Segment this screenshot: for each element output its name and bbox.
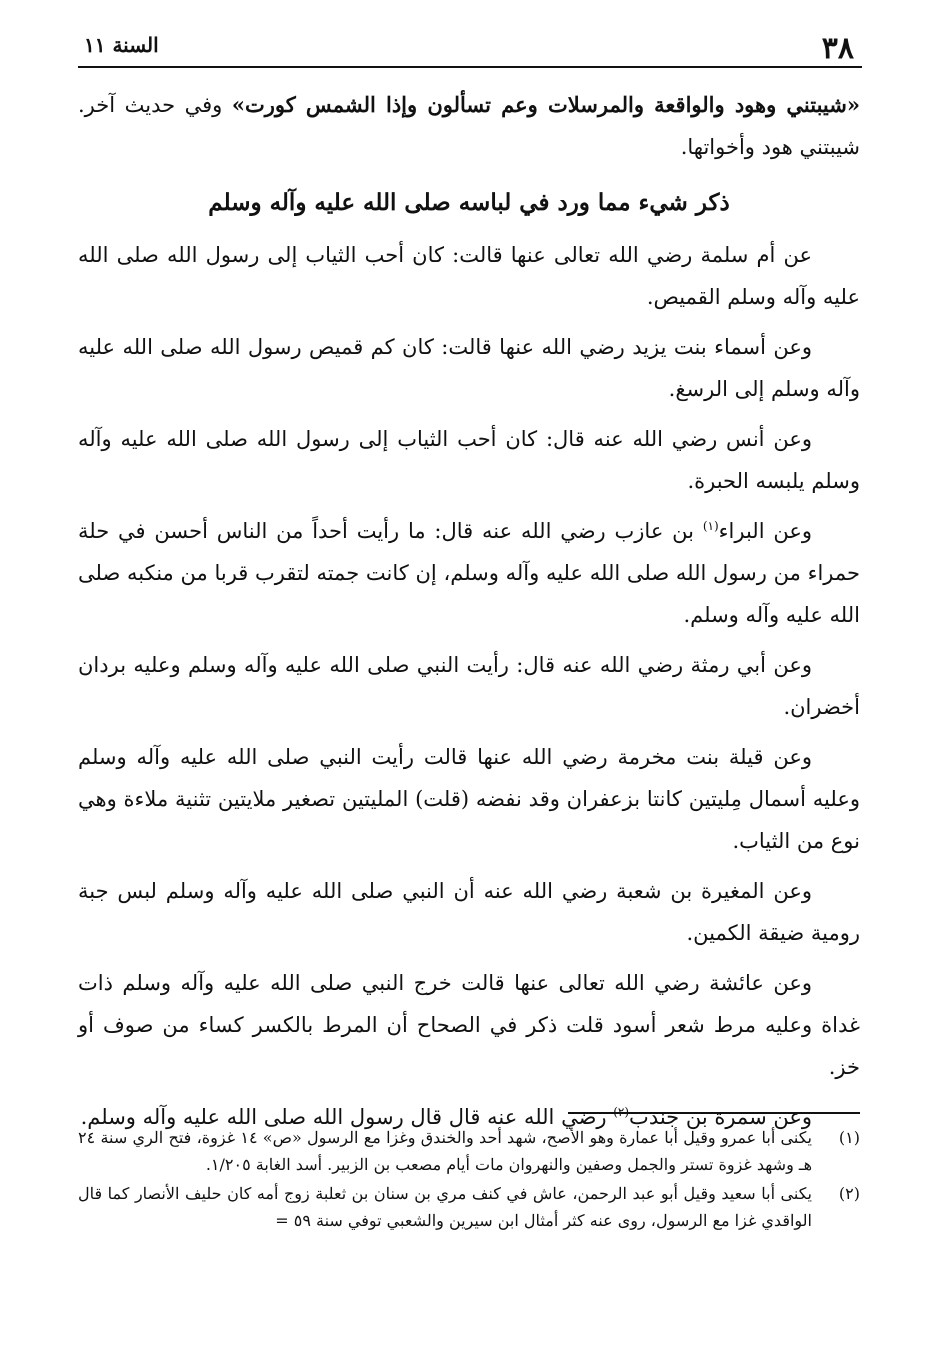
footnote-text: يكنى أبا عمرو وقيل أبا عمارة وهو الأصح، شهد أحد والخندق وغزا مع الرسول «ص» ١٤ غزوة، فتح الري سنة ٢٤ هـ وشهد غزوة تستر والجمل وصفين والنهروان مات أيام مصعب بن الزبير. أسد الغابة ١/٢٠٥. bbox=[78, 1128, 812, 1174]
footnote-rule bbox=[568, 1112, 860, 1114]
footnotes bbox=[78, 1124, 860, 1236]
footnote-ref-1[interactable]: (١) bbox=[702, 519, 719, 533]
footnote-number: (٢) bbox=[838, 1184, 860, 1203]
footnote-text: يكنى أبا سعيد وقيل أبو عبد الرحمن، عاش في كنف مري بن سنان بن ثعلبة زوج أمه كان حليف الأنصار كما قال الواقدي غزا مع الرسول، روى عنه كثر أمثال ابن سيرين والشعبي توفي سنة ٥٩ = bbox=[78, 1184, 812, 1230]
paragraph-samura-end: رضي الله عنه قال قال رسول الله صلى الله عليه وآله وسلم. bbox=[80, 1105, 614, 1129]
paragraph-abi-rimtha: وعن أبي رمثة رضي الله عنه قال: رأيت النبي صلى الله عليه وآله وسلم وعليه بردان أخضران. bbox=[78, 653, 860, 719]
opening-quote: «شيبتني وهود والواقعة والمرسلات وعم تسألون وإذا الشمس كورت» bbox=[231, 92, 860, 117]
paragraph-bara bbox=[78, 510, 860, 636]
footnote-2 bbox=[78, 1180, 860, 1234]
paragraph-mughira: وعن المغيرة بن شعبة رضي الله عنه أن النبي صلى الله عليه وآله وسلم لبس جبة رومية ضيقة الكمين. bbox=[78, 879, 860, 945]
opening-rest: وفي حديث آخر. شيبتني هود وأخواتها. bbox=[78, 93, 860, 159]
page-number: ٣٨ bbox=[821, 31, 854, 66]
footnote-number: (١) bbox=[838, 1128, 860, 1147]
section-title: ذكر شيء مما ورد في لباسه صلى الله عليه وآله وسلم bbox=[208, 189, 730, 216]
paragraph-aisha: وعن عائشة رضي الله تعالى عنها قالت خرج النبي صلى الله عليه وآله وسلم ذات غداة وعليه مرط شعر أسود قلت ذكر في الصحاح أن المرط بالكسر كساء من صوف أو خز. bbox=[78, 971, 860, 1079]
header-rule bbox=[78, 66, 862, 68]
running-title: السنة ١١ bbox=[84, 33, 159, 57]
main-text bbox=[78, 84, 860, 1146]
paragraph-asma: وعن أسماء بنت يزيد رضي الله عنها قالت: كان كم قميص رسول الله صلى الله عليه وآله وسلم إلى الرسغ. bbox=[78, 335, 860, 401]
paragraph-bara-start: وعن البراء bbox=[718, 519, 812, 543]
paragraph-samura-start: وعن سمرة بن جندب bbox=[629, 1105, 812, 1129]
footnote-1 bbox=[78, 1124, 860, 1178]
opening-paragraph bbox=[78, 84, 860, 168]
paragraph-umm-salama: عن أم سلمة رضي الله تعالى عنها قالت: كان أحب الثياب إلى رسول الله صلى الله عليه وآله وسلم القميص. bbox=[78, 243, 860, 309]
paragraph-qayla: وعن قيلة بنت مخرمة رضي الله عنها قالت رأيت النبي صلى الله عليه وآله وسلم وعليه أسمال مِليتين كانتا بزعفران وقد نفضه (قلت) المليتين تصغير ملايتين تثنية ملاءة وهي نوع من الثياب. bbox=[78, 745, 860, 853]
page-header bbox=[78, 28, 860, 66]
paragraph-bara-end: بن عازب رضي الله عنه قال: ما رأيت أحداً من الناس أحسن في حلة حمراء من رسول الله صلى الله عليه وآله وسلم، إن كانت جمته لتقرب قربا من منكبه صلى الله عليه وآله وسلم. bbox=[78, 519, 860, 627]
footnote-ref-2[interactable]: (٢) bbox=[613, 1105, 630, 1119]
paragraph-anas: وعن أنس رضي الله عنه قال: كان أحب الثياب إلى رسول الله صلى الله عليه وآله وسلم يلبسه الحبرة. bbox=[78, 427, 860, 493]
